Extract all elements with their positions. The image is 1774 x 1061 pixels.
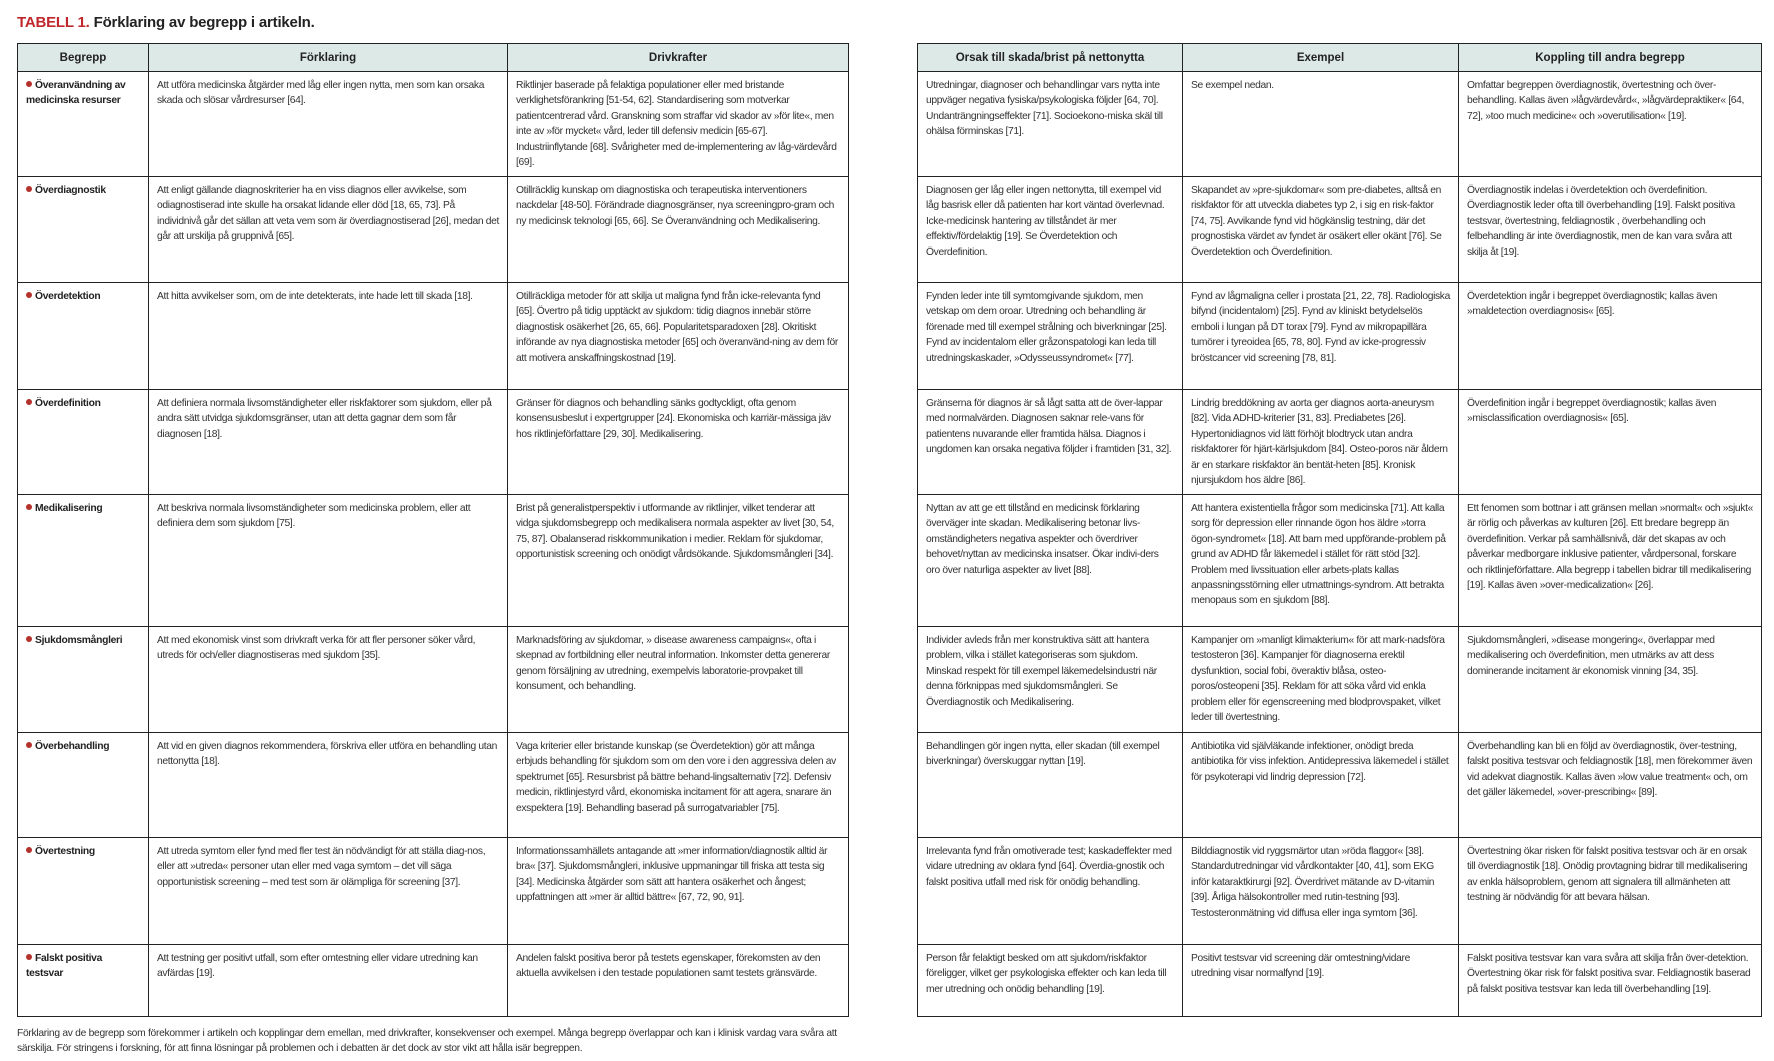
table-row [18, 283, 849, 390]
term-cell [18, 733, 149, 838]
orsak-cell: Diagnosen ger låg eller ingen nettonytta, till exempel vid låg basrisk eller då patienten har kort väntad överlevnad. Icke-medicinsk hantering av tillståndet är mer effektiv/fördelaktig [19]. Se Överdetektion och Överdefinition. [918, 177, 1183, 283]
orsak-cell: Behandlingen gör ingen nytta, eller skadan (till exempel biverkningar) överskuggar nyttan [19]. [918, 733, 1183, 838]
table-row [18, 627, 849, 733]
term-label: Falskt positiva testsvar [26, 953, 103, 980]
term-label: Överbehandling [35, 741, 110, 752]
koppling-cell: Övertestning ökar risken för falskt positiva testsvar och är en orsak till överdiagnostik [18]. Onödig provtagning bidrar till medikalisering av enkla hälsoproblem, genom att signalera till allmänheten att testning är nödvändig för att bevara hälsan. [1459, 838, 1762, 945]
orsak-cell: Fynden leder inte till symtomgivande sjukdom, men vetskap om dem oroar. Utredning och behandling är förenade med till exempel strålning och biverkningar [25]. Fynd av incidentalom eller gråzonspatologi kan leda till utredningskaskader, »Odysseussyndromet« [77]. [918, 283, 1183, 390]
bullet-icon [26, 742, 32, 748]
term-label: Överdetektion [35, 291, 101, 302]
term-cell [18, 390, 149, 495]
term-cell [18, 627, 149, 733]
koppling-cell: Sjukdomsmångleri, »disease mongering«, överlappar med medikalisering och överdefinition, men utmärks av att dess dominerande incitament är ekonomisk vinning [34, 35]. [1459, 627, 1762, 733]
header-koppling: Koppling till andra begrepp [1459, 44, 1762, 72]
left-header-row [18, 44, 849, 72]
table-row [918, 945, 1762, 1017]
forklaring-cell: Att utföra medicinska åtgärder med låg eller ingen nytta, men som kan orsaka skada och slösar vårdresurser [64]. [149, 72, 508, 177]
drivkrafter-cell: Informationssamhällets antagande att »mer information/diagnostik alltid är bra« [37]. Sjukdomsmångleri, inklusive uppmaningar till friska att testa sig [34]. Medicinska åtgärder som sätt att hantera osäkerhet och ångest; uppfattningen att »mer är alltid bättre« [67, 72, 90, 91]. [508, 838, 849, 945]
drivkrafter-cell: Brist på generalistperspektiv i utformande av riktlinjer, vilket tenderar att vidga sjukdomsbegrepp och medikalisera normala aspekter av livet [30, 54, 75, 87]. Obalanserad riskkommunikation i medier. Reklam för sjukdomar, opportunistisk screening och onödigt vårdsökande. Sjukdomsmångleri [34]. [508, 495, 849, 627]
header-drivkrafter: Drivkrafter [508, 44, 849, 72]
header-forklaring: Förklaring [149, 44, 508, 72]
drivkrafter-cell: Marknadsföring av sjukdomar, » disease awareness campaigns«, ofta i skepnad av fortbildning eller neutral information. Inkomster detta genererar genom försäljning av utredning, exempelvis laboratorie-provpaket till konsument, och behandling. [508, 627, 849, 733]
exempel-cell: Antibiotika vid självläkande infektioner, onödigt breda antibiotika för viss infektion. Antidepressiva läkemedel i stället för psykoterapi vid lindrig depression [72]. [1183, 733, 1459, 838]
table-row [18, 945, 849, 1017]
bullet-icon [26, 636, 32, 642]
term-label: Överanvändning av medicinska resurser [26, 80, 126, 107]
table-row [918, 733, 1762, 838]
header-orsak: Orsak till skada/brist på nettonytta [918, 44, 1183, 72]
bullet-icon [26, 504, 32, 510]
bullet-icon [26, 847, 32, 853]
orsak-cell: Individer avleds från mer konstruktiva sätt att hantera problem, vilka i stället kategoriseras som sjukdom. Minskad respekt för till exempel läkemedelsindustri när denna förknippas med sjukdomsmångleri. Se Överdiagnostik och Medikalisering. [918, 627, 1183, 733]
table-row [18, 72, 849, 177]
bullet-icon [26, 186, 32, 192]
exempel-cell: Fynd av lågmaligna celler i prostata [21, 22, 78]. Radiologiska bifynd (incidentalom) [25]. Fynd av kliniskt betydelselös emboli i lungan på DT torax [79]. Fynd av mikropapillära tumörer i tyreoidea [65, 78, 80]. Fynd av icke-progressiv bröstcancer vid screening [78, 81]. [1183, 283, 1459, 390]
forklaring-cell: Att vid en given diagnos rekommendera, förskriva eller utföra en behandling utan nettonytta [18]. [149, 733, 508, 838]
table-label: TABELL 1. [17, 14, 90, 31]
drivkrafter-cell: Otillräcklig kunskap om diagnostiska och terapeutiska interventioners nackdelar [48-50]. Förändrade diagnosgränser, nya screeningpro-gram och ny medicinsk teknologi [65, 66]. Se Överanvändning och Medikalisering. [508, 177, 849, 283]
forklaring-cell: Att med ekonomisk vinst som drivkraft verka för att fler personer söker vård, utreds för och/eller diagnostiseras med sjukdom [35]. [149, 627, 508, 733]
forklaring-cell: Att beskriva normala livsomständigheter som medicinska problem, eller att definiera dem som sjukdom [75]. [149, 495, 508, 627]
forklaring-cell: Att enligt gällande diagnoskriterier ha en viss diagnos eller avvikelse, som odiagnostiserad inte skulle ha orsakat lidande eller död [18, 65, 73]. På individnivå går det sällan att veta vem som är överdiagnostiserad [26], medan det går att urskilja på gruppnivå [65]. [149, 177, 508, 283]
exempel-cell: Bilddiagnostik vid ryggsmärtor utan »röda flaggor« [38]. Standardutredningar vid vårdkontakter [40, 41], som EKG inför kataraktkirurgi [92]. Överdrivet mätande av D-vitamin [39]. Årliga hälsokontroller med rutin-testning [93]. Testosteronmätning vid diffusa eller inga symtom [36]. [1183, 838, 1459, 945]
table-row [918, 627, 1762, 733]
bullet-icon [26, 292, 32, 298]
exempel-cell: Lindrig breddökning av aorta ger diagnos aorta-aneurysm [82]. Vida ADHD-kriterier [31, 83]. Prediabetes [26]. Hypertonidiagnos vid lätt förhöjt blodtryck utan andra riskfaktorer för hjärt-kärlsjukdom [84]. Osteo-poros när åldern är en starkare riskfaktor än bentät-heten [85]. Kronisk njursjukdom hos äldre [86]. [1183, 390, 1459, 495]
term-cell [18, 177, 149, 283]
term-cell [18, 72, 149, 177]
drivkrafter-cell: Riktlinjer baserade på felaktiga populationer eller med bristande verklighetsförankring [51-54, 62]. Standardisering som motverkar patientcentrerad vård. Granskning som straffar vid skador av »för lite«, men inte av »för mycket« vård, leder till defensiv medicin [65-67]. Industriinflytande [68]. Svårigheter med de-implementering av låg-värdevård [69]. [508, 72, 849, 177]
bullet-icon [26, 399, 32, 405]
table-row [918, 390, 1762, 495]
orsak-cell: Person får felaktigt besked om att sjukdom/riskfaktor föreligger, vilket ger psykologiska effekter och kan leda till mer utredning och onödig behandling [19]. [918, 945, 1183, 1017]
bullet-icon [26, 81, 32, 87]
table-title [17, 14, 315, 31]
right-header-row [918, 44, 1762, 72]
term-label: Sjukdomsmångleri [35, 635, 123, 646]
header-exempel: Exempel [1183, 44, 1459, 72]
orsak-cell: Nyttan av att ge ett tillstånd en medicinsk förklaring överväger inte skadan. Medikalisering betonar livs-omständigheters negativa aspekter och överdriver behovet/nyttan av medicinska insatser. Ökar indivi-ders oro över naturliga aspekter av livet [88]. [918, 495, 1183, 627]
table-caption: Förklaring av begrepp i artikeln. [93, 14, 315, 31]
exempel-cell: Kampanjer om »manligt klimakterium« för att mark-nadsföra testosteron [36]. Kampanjer för diagnoserna erektil dysfunktion, social fobi, överaktiv blåsa, osteo-poros/osteopeni [35]. Reklam för att söka vård vid enkla problem eller för egenscreening med blodprovspaket, vilket leder till övertestning. [1183, 627, 1459, 733]
koppling-cell: Överdetektion ingår i begreppet överdiagnostik; kallas även »maldetection overdiagnosis« [65]. [1459, 283, 1762, 390]
forklaring-cell: Att testning ger positivt utfall, som efter omtestning eller vidare utredning kan avfärdas [19]. [149, 945, 508, 1017]
exempel-cell: Se exempel nedan. [1183, 72, 1459, 177]
term-cell [18, 283, 149, 390]
forklaring-cell: Att definiera normala livsomständigheter eller riskfaktorer som sjukdom, eller på andra sätt utvidga sjukdomsgränser, utan att detta gagnar dem som får diagnosen [18]. [149, 390, 508, 495]
drivkrafter-cell: Andelen falskt positiva beror på testets egenskaper, förekomsten av den aktuella avvikelsen i den testade populationen samt testets gränsvärde. [508, 945, 849, 1017]
exempel-cell: Positivt testsvar vid screening där omtestning/vidare utredning visar normalfynd [19]. [1183, 945, 1459, 1017]
koppling-cell: Överdiagnostik indelas i överdetektion och överdefinition. Överdiagnostik leder ofta till överbehandling [19]. Falskt positiva testsvar, övertestning, feldiagnostik , överbehandling och felbehandling är inte överdiagnostik, men de kan vara svåra att skilja åt [19]. [1459, 177, 1762, 283]
table-row [918, 72, 1762, 177]
bullet-icon [26, 954, 32, 960]
table-row [18, 733, 849, 838]
drivkrafter-cell: Vaga kriterier eller bristande kunskap (se Överdetektion) gör att många erbjuds behandling för sjukdom som om den vore i den aggressiva delen av spektrumet [65]. Resursbrist på bättre behand-lingsalternativ [72]. Defensiv medicin, riktlinjestyrd vård, ekonomiska incitament för att agera, snarare än exspektera [19]. Behandling baserad på surrogatvariabler [75]. [508, 733, 849, 838]
table-row [918, 283, 1762, 390]
table-row [918, 838, 1762, 945]
table-row [918, 177, 1762, 283]
orsak-cell: Gränserna för diagnos är så lågt satta att de över-lappar med normalvärden. Diagnosen saknar rele-vans för patientens nuvarande eller framtida hälsa. Diagnos i ungdomen kan orsaka negativa följder i framtiden [31, 32]. [918, 390, 1183, 495]
right-table [917, 43, 1762, 1017]
exempel-cell: Skapandet av »pre-sjukdomar« som pre-diabetes, alltså en riskfaktor för att utveckla diabetes typ 2, i sig en risk-faktor [74, 75]. Avvikande fynd vid högkänslig testning, där det prognostiska värdet av fyndet är osäkert eller okänt [76]. Se Överdetektion och Överdefinition. [1183, 177, 1459, 283]
table-row [18, 838, 849, 945]
term-label: Medikalisering [35, 503, 103, 514]
orsak-cell: Utredningar, diagnoser och behandlingar vars nytta inte uppväger negativa fysiska/psykologiska följder [64, 70]. Undanträngningseffekter [71]. Socioekono-miska skäl till ohälsa förminskas [71]. [918, 72, 1183, 177]
table-footnote: Förklaring av de begrepp som förekommer i artikeln och kopplingar dem emellan, med drivkrafter, konsekvenser och exempel. Många begrepp överlappar och kan i klinisk vardag vara svåra att särskilja. För stringens i forskning, för att finna lösningar på problemen och i debatten är det dock av stor vikt att hålla isär begreppen. [17, 1028, 837, 1054]
left-table [17, 43, 849, 1017]
table-row [18, 177, 849, 283]
table-row [18, 390, 849, 495]
term-cell [18, 945, 149, 1017]
orsak-cell: Irrelevanta fynd från omotiverade test; kaskadeffekter med vidare utredning av oklara fynd [64]. Överdia-gnostik och falskt positiva utfall med risk för onödig behandling. [918, 838, 1183, 945]
table-row [918, 495, 1762, 627]
koppling-cell: Falskt positiva testsvar kan vara svåra att skilja från över-detektion. Övertestning ökar risk för falskt positiva svar. Feldiagnostik baserad på falskt positiva testsvar kan leda till överbehandling [19]. [1459, 945, 1762, 1017]
koppling-cell: Överdefinition ingår i begreppet överdiagnostik; kallas även »misclassification overdiagnosis« [65]. [1459, 390, 1762, 495]
koppling-cell: Överbehandling kan bli en följd av överdiagnostik, över-testning, falskt positiva testsvar och feldiagnostik [18], men förekommer även vid adekvat diagnostik. Kallas även »low value treatment« och, om det gäller läkemedel, »over-prescribing« [89]. [1459, 733, 1762, 838]
term-cell [18, 495, 149, 627]
koppling-cell: Omfattar begreppen överdiagnostik, övertestning och över-behandling. Kallas även »lågvärdevård«, »lågvärdepraktiker« [64, 72], »too much medicine« och »overutilisation« [19]. [1459, 72, 1762, 177]
forklaring-cell: Att utreda symtom eller fynd med fler test än nödvändigt för att ställa diag-nos, eller att »utreda« personer utan eller med vaga symtom – det vill säga opportunistisk screening – med test som är olämpliga för screening [37]. [149, 838, 508, 945]
term-cell [18, 838, 149, 945]
drivkrafter-cell: Otillräckliga metoder för att skilja ut maligna fynd från icke-relevanta fynd [65]. Övertro på tidig upptäckt av sjukdom: tidig diagnos innebär större diagnostisk osäkerhet [26, 65, 66]. Popularitetsparadoxen [28]. Okritiskt införande av nya diagnostiska metoder [65] och överanvänd-ning av dem för att motivera anskaffningskostnad [19]. [508, 283, 849, 390]
koppling-cell: Ett fenomen som bottnar i att gränsen mellan »normalt« och »sjukt« är rörlig och påverkas av kulturen [26]. Ett bredare begrepp än överdefinition. Verkar på samhällsnivå, där det skapas av och påverkar medborgare inklusive patienter, vårdpersonal, forskare och riktlinjeförfattare. Alla begrepp i tabellen bidrar till medikalisering [19]. Kallas även »over-medicalization« [26]. [1459, 495, 1762, 627]
drivkrafter-cell: Gränser för diagnos och behandling sänks godtyckligt, ofta genom konsensusbeslut i expertgrupper [24]. Ekonomiska och karriär-mässiga jäv hos riktlinjeförfattare [29, 30]. Medikalisering. [508, 390, 849, 495]
header-begrepp: Begrepp [18, 44, 149, 72]
exempel-cell: Att hantera existentiella frågor som medicinska [71]. Att kalla sorg för depression eller rinnande ögon hos äldre »torra ögon-syndromet« [18]. Att barn med uppförande-problem på grund av ADHD får läkemedel i stället för rätt stöd [32]. Problem med livssituation eller arbets-plats kallas anpassningsstörning eller utmattnings-syndrom. Att betrakta menopaus som en sjukdom [88]. [1183, 495, 1459, 627]
forklaring-cell: Att hitta avvikelser som, om de inte detekterats, inte hade lett till skada [18]. [149, 283, 508, 390]
term-label: Överdefinition [35, 398, 101, 409]
term-label: Överdiagnostik [35, 185, 106, 196]
table-row [18, 495, 849, 627]
term-label: Övertestning [35, 846, 95, 857]
